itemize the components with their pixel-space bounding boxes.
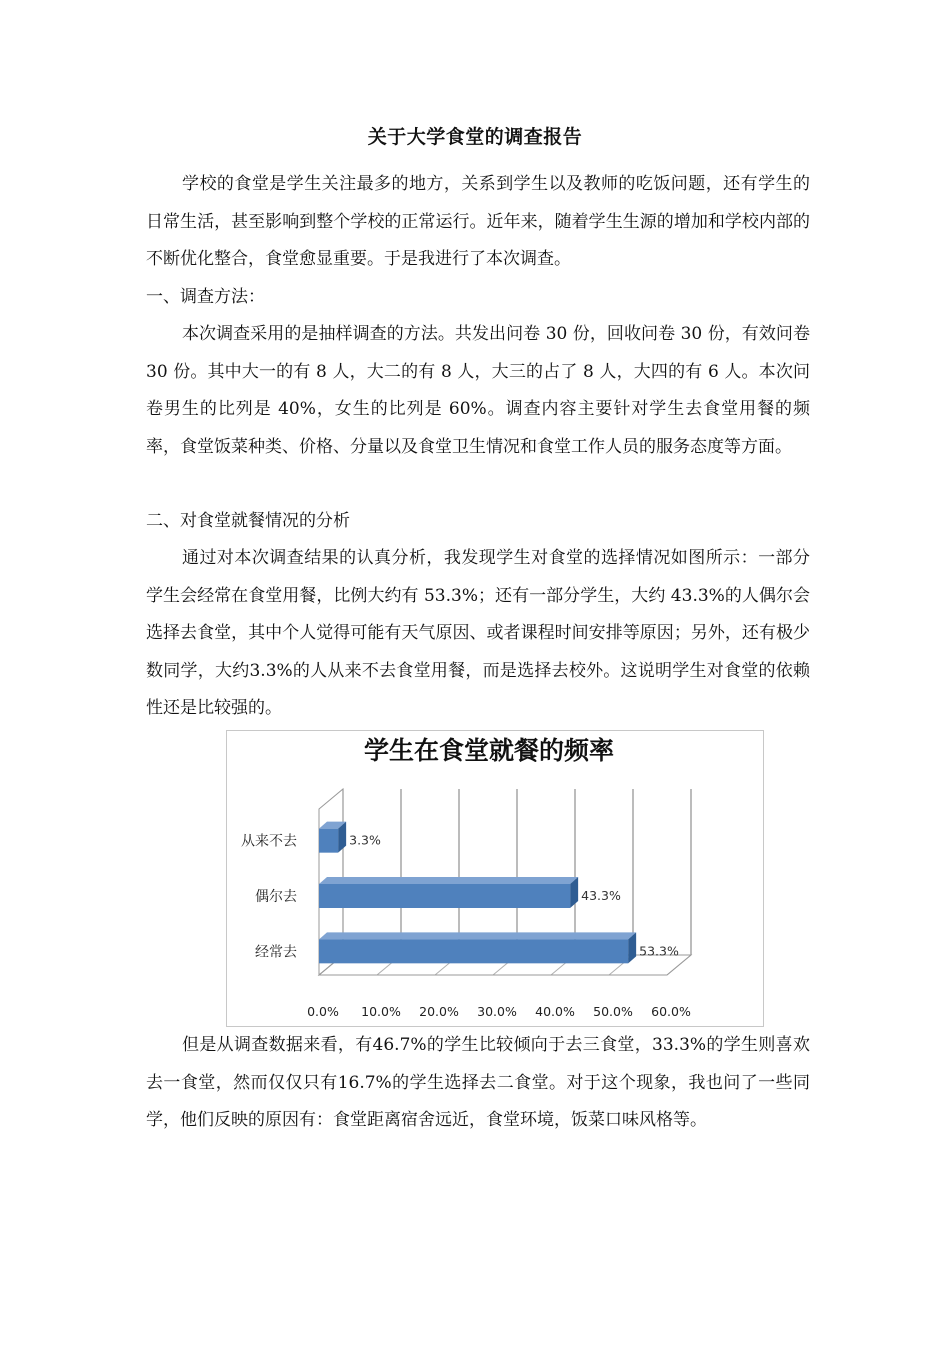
bar bbox=[319, 822, 346, 853]
section1-heading: 一、调查方法： bbox=[146, 287, 265, 307]
x-tick-label: 30.0% bbox=[477, 1004, 517, 1019]
x-tick-label: 50.0% bbox=[593, 1004, 633, 1019]
section1-paragraph: 本次调查采用的是抽样调查的方法。共发出问卷 30 份，回收问卷 30 份，有效问卷 30 份。其中大一的有 8 人，大二的有 8 人，大三的占了 8 人，大四的有 6 人。本次问卷男生的比列是 40%，女生的比列是 60%。调查内容主要针对学生去食堂用餐的频率，食堂饭菜种类、价格、分量以及食堂卫生情况和食堂工作人员的服务态度等方面。 bbox=[146, 324, 810, 457]
section2-heading: 二、对食堂就餐情况的分析 bbox=[146, 511, 350, 531]
intro-paragraph: 学校的食堂是学生关注最多的地方，关系到学生以及教师的吃饭问题，还有学生的日常生活，甚至影响到整个学校的正常运行。近年来，随着学生生源的增加和学校内部的不断优化整合，食堂愈显重要。于是我进行了本次调查。 bbox=[146, 174, 810, 269]
bar bbox=[319, 932, 636, 963]
category-label: 偶尔去 bbox=[255, 889, 297, 905]
category-label: 从来不去 bbox=[241, 833, 297, 850]
category-label: 经常去 bbox=[255, 944, 297, 961]
data-label: 43.3% bbox=[581, 888, 621, 903]
section2-followup-paragraph: 但是从调查数据来看，有46.7%的学生比较倾向于去三食堂，33.3%的学生则喜欢去一食堂，然而仅仅只有16.7%的学生选择去二食堂。对于这个现象，我也问了一些同学，他们反映的原因有：食堂距离宿舍远近，食堂环境，饭菜口味风格等。 bbox=[146, 1035, 810, 1130]
x-tick-label: 60.0% bbox=[651, 1004, 691, 1019]
data-label: 3.3% bbox=[349, 832, 381, 848]
chart-canvas bbox=[227, 731, 763, 1026]
document-title: 关于大学食堂的调查报告 bbox=[367, 126, 583, 148]
x-tick-label: 20.0% bbox=[419, 1004, 459, 1019]
data-label: 53.3% bbox=[639, 943, 679, 959]
section2-paragraph: 通过对本次调查结果的认真分析，我发现学生对食堂的选择情况如图所示：一部分学生会经常在食堂用餐，比例大约有 53.3%；还有一部分学生，大约 43.3%的人偶尔会选择去食堂，其中个人觉得可能有天气原因、或者课程时间安排等原因；另外，还有极少数同学，大约3.3%的人从来不去食堂用餐，而是选择去校外。这说明学生对食堂的依赖性还是比较强的。 bbox=[146, 548, 810, 718]
x-tick-label: 0.0% bbox=[307, 1004, 339, 1019]
x-tick-label: 10.0% bbox=[361, 1004, 401, 1019]
frequency-chart bbox=[226, 730, 764, 1027]
x-tick-label: 40.0% bbox=[535, 1004, 575, 1019]
bar bbox=[319, 877, 578, 908]
chart-title: 学生在食堂就餐的频率 bbox=[363, 736, 615, 765]
